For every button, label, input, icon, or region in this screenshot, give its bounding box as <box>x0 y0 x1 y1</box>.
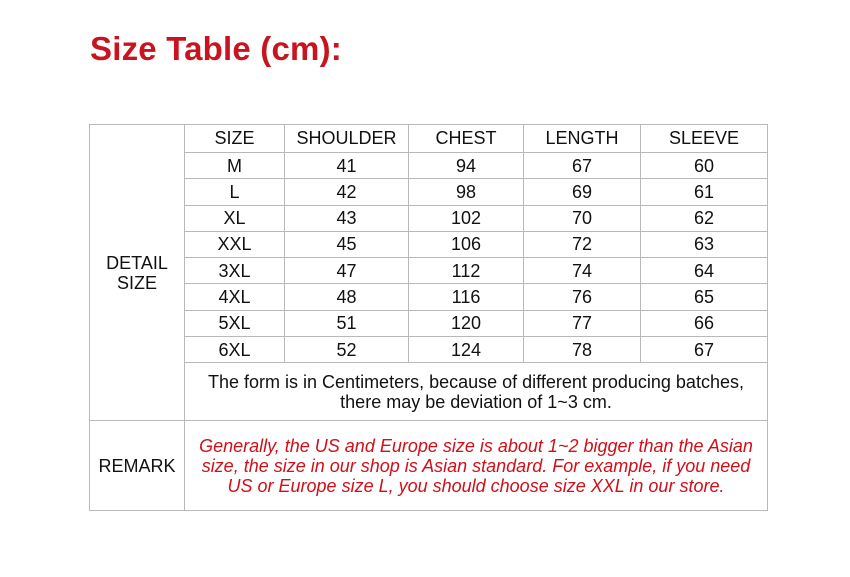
cell-chest: 102 <box>409 205 524 231</box>
cell-length: 72 <box>524 231 641 257</box>
cell-size: XXL <box>185 231 285 257</box>
cell-sleeve: 65 <box>641 284 768 310</box>
table-row <box>90 258 768 284</box>
cell-size: 3XL <box>185 258 285 284</box>
table-row <box>90 179 768 205</box>
table-row <box>90 231 768 257</box>
cell-shoulder: 47 <box>285 258 409 284</box>
cell-length: 74 <box>524 258 641 284</box>
remark-row <box>90 421 768 511</box>
cell-sleeve: 67 <box>641 337 768 363</box>
cell-sleeve: 66 <box>641 310 768 336</box>
table-row <box>90 205 768 231</box>
cell-sleeve: 63 <box>641 231 768 257</box>
cell-length: 67 <box>524 153 641 179</box>
table-row <box>90 153 768 179</box>
cell-length: 70 <box>524 205 641 231</box>
cell-sleeve: 61 <box>641 179 768 205</box>
cell-size: L <box>185 179 285 205</box>
cell-shoulder: 51 <box>285 310 409 336</box>
page-title: Size Table (cm): <box>90 30 342 67</box>
remark-label: REMARK <box>90 421 185 511</box>
header-row <box>90 125 768 153</box>
cell-size: 4XL <box>185 284 285 310</box>
cell-shoulder: 42 <box>285 179 409 205</box>
cell-length: 69 <box>524 179 641 205</box>
cell-chest: 98 <box>409 179 524 205</box>
cell-shoulder: 45 <box>285 231 409 257</box>
cell-chest: 124 <box>409 337 524 363</box>
remark-text <box>185 421 768 511</box>
cell-size: 6XL <box>185 337 285 363</box>
note-row <box>90 363 768 421</box>
detail-label-line-1: DETAIL <box>106 252 168 273</box>
note-line-1: The form is in Centimeters, because of different producing batches, <box>208 371 744 392</box>
column-header-size: SIZE <box>185 125 285 153</box>
cell-shoulder: 48 <box>285 284 409 310</box>
remark-line-1: Generally, the US and Europe size is about 1~2 bigger than the Asian <box>199 435 753 456</box>
cell-length: 77 <box>524 310 641 336</box>
detail-size-label <box>90 125 185 421</box>
table-row <box>90 310 768 336</box>
remark-line-2: size, the size in our shop is Asian standard. For example, if you need <box>201 455 751 476</box>
column-header-sleeve: SLEEVE <box>641 125 768 153</box>
cell-chest: 106 <box>409 231 524 257</box>
column-header-chest: CHEST <box>409 125 524 153</box>
cell-chest: 94 <box>409 153 524 179</box>
cell-length: 76 <box>524 284 641 310</box>
table-row <box>90 284 768 310</box>
cell-length: 78 <box>524 337 641 363</box>
note-cell <box>185 363 768 421</box>
cell-sleeve: 64 <box>641 258 768 284</box>
column-header-length: LENGTH <box>524 125 641 153</box>
cell-sleeve: 60 <box>641 153 768 179</box>
cell-size: XL <box>185 205 285 231</box>
cell-chest: 112 <box>409 258 524 284</box>
cell-chest: 120 <box>409 310 524 336</box>
cell-chest: 116 <box>409 284 524 310</box>
cell-shoulder: 52 <box>285 337 409 363</box>
cell-sleeve: 62 <box>641 205 768 231</box>
cell-shoulder: 43 <box>285 205 409 231</box>
cell-size: 5XL <box>185 310 285 336</box>
detail-label-line-2: SIZE <box>116 272 157 293</box>
column-header-shoulder: SHOULDER <box>285 125 409 153</box>
size-table <box>89 124 768 511</box>
cell-shoulder: 41 <box>285 153 409 179</box>
note-line-2: there may be deviation of 1~3 cm. <box>340 391 612 412</box>
remark-line-3: US or Europe size L, you should choose size XXL in our store. <box>227 475 725 496</box>
table-row <box>90 337 768 363</box>
cell-size: M <box>185 153 285 179</box>
